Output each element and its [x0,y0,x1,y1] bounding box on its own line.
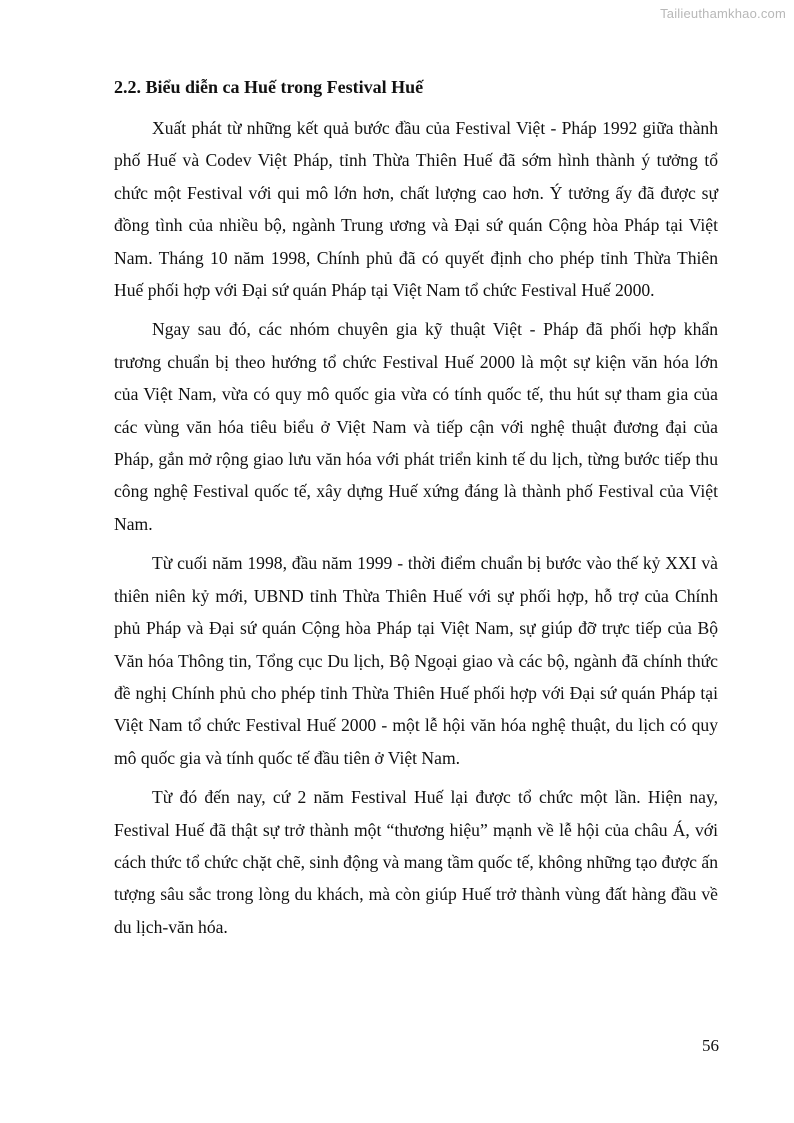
paragraph-1: Xuất phát từ những kết quả bước đầu của Festival Việt - Pháp 1992 giữa thành phố Huế và Codev Việt Pháp, tỉnh Thừa Thiên Huế đã sớm hình thành ý tưởng tổ chức một Festival với qui mô lớn hơn, chất lượng cao hơn. Ý tưởng ấy đã được sự đồng tình của nhiều bộ, ngành Trung ương và Đại sứ quán Cộng hòa Pháp tại Việt Nam. Tháng 10 năm 1998, Chính phủ đã có quyết định cho phép tỉnh Thừa Thiên Huế phối hợp với Đại sứ quán Pháp tại Việt Nam tổ chức Festival Huế 2000. [114,118,718,301]
section-heading: 2.2. Biểu diễn ca Huế trong Festival Huế [114,77,424,97]
paragraph-3: Từ cuối năm 1998, đầu năm 1999 - thời điểm chuẩn bị bước vào thế kỷ XXI và thiên niên kỷ mới, UBND tỉnh Thừa Thiên Huế với sự phối hợp, hỗ trợ của Chính phủ Pháp và Đại sứ quán Cộng hòa Pháp tại Việt Nam, sự giúp đỡ trực tiếp của Bộ Văn hóa Thông tin, Tổng cục Du lịch, Bộ Ngoại giao và các bộ, ngành đã chính thức đề nghị Chính phủ cho phép tỉnh Thừa Thiên Huế phối hợp với Đại sứ quán Pháp tại Việt Nam tổ chức Festival Huế 2000 - một lễ hội văn hóa nghệ thuật, du lịch có quy mô quốc gia và tính quốc tế đầu tiên ở Việt Nam. [114,553,718,768]
page-number: 56 [702,1036,719,1055]
paragraph-2: Ngay sau đó, các nhóm chuyên gia kỹ thuật Việt - Pháp đã phối hợp khẩn trương chuẩn bị theo hướng tổ chức Festival Huế 2000 là một sự kiện văn hóa lớn của Việt Nam, vừa có quy mô quốc gia vừa có tính quốc tế, thu hút sự tham gia của các vùng văn hóa tiêu biểu ở Việt Nam và tiếp cận với nghệ thuật đương đại của Pháp, gắn mở rộng giao lưu văn hóa với phát triển kinh tế du lịch, từng bước tiếp thu công nghệ Festival quốc tế, xây dựng Huế xứng đáng là thành phố Festival của Việt Nam. [114,319,718,534]
paragraph-4: Từ đó đến nay, cứ 2 năm Festival Huế lại được tổ chức một lần. Hiện nay, Festival Huế đã thật sự trở thành một “thương hiệu” mạnh về lễ hội của châu Á, với cách thức tổ chức chặt chẽ, sinh động và mang tầm quốc tế, không những tạo được ấn tượng sâu sắc trong lòng du khách, mà còn giúp Huế trở thành vùng đất hàng đầu về du lịch-văn hóa. [114,787,718,937]
watermark: Tailieuthamkhao.com [660,6,786,21]
document-body [114,72,718,950]
